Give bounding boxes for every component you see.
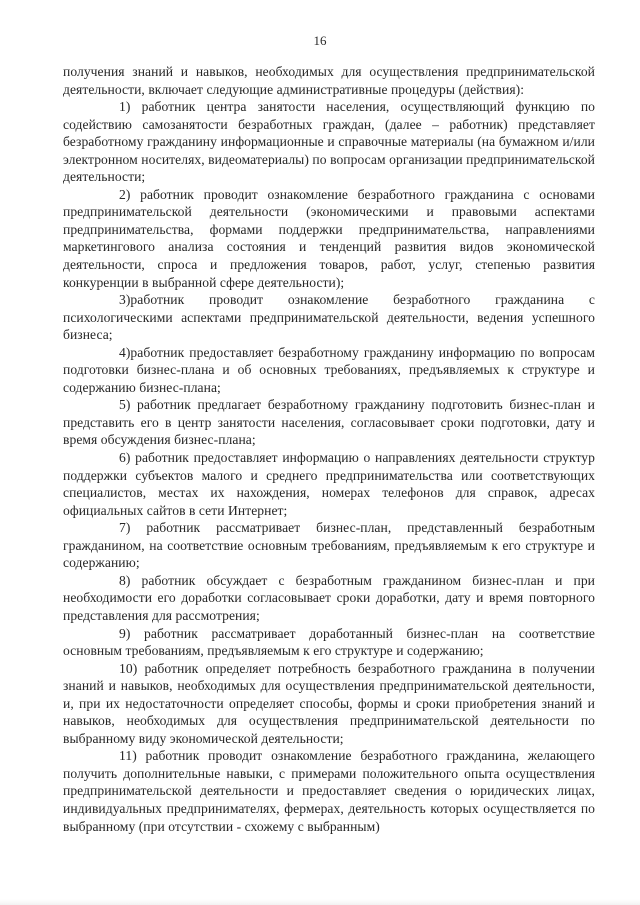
paragraph-item-7: 7) работник рассматривает бизнес-план, представленный безработным гражданином, на соответствие основным требованиям, предъявляемым к его структуре и содержанию;: [63, 520, 595, 571]
paragraph-item-1: 1) работник центра занятости населения, осуществляющий функцию по содействию самозанятости безработных граждан, (далее – работник) представляет безработному гражданину информационные и справочные материалы (на бумажном и/или электронном носителях, видеоматериалы) по вопросам организации предпринимательской деятельности;: [63, 99, 595, 185]
paragraph-item-9: 9) работник рассматривает доработанный бизнес-план на соответствие основным требованиям, предъявляемым к его структуре и содержанию;: [63, 625, 595, 659]
page-number: 16: [313, 33, 327, 48]
paragraph-item-10: 10) работник определяет потребность безработного гражданина в получении знаний и навыков, необходимых для осуществления предпринимательской деятельности, и, при их недостаточности определяет способы, формы и сроки приобретения знаний и навыков, необходимых для осуществления предпринимательской деятельности по выбранному виду экономической деятельности;: [63, 660, 595, 746]
paragraph-item-5: 5) работник предлагает безработному гражданину подготовить бизнес-план и представить его в центр занятости населения, согласовывает сроки подготовки, дату и время обсуждения бизнес-плана;: [63, 397, 595, 448]
paragraph-intro: получения знаний и навыков, необходимых для осуществления предпринимательской деятельности, включает следующие административные процедуры (действия):: [63, 64, 595, 97]
paragraph-item-11: 11) работник проводит ознакомление безработного гражданина, желающего получить дополнительные навыки, с примерами положительного опыта осуществления предпринимательской деятельности и предоставляет сведения о юридических лицах, индивидуальных предпринимателях, фермерах, деятельность которых осуществляется по выбранному (при отсутствии - схожему с выбранным): [63, 748, 595, 834]
paragraph-item-4: 4)работник предоставляет безработному гражданину информацию по вопросам подготовки бизнес-плана и об основных требованиях, предъявляемых к структуре и содержанию бизнес-плана;: [63, 344, 595, 395]
paragraph-item-6: 6) работник предоставляет информацию о направлениях деятельности структур поддержки субъектов малого и среднего предпринимательства или соответствующих специалистов, местах их нахождения, номерах телефонов для справок, адресах официальных сайтов в сети Интернет;: [63, 450, 595, 518]
paragraph-item-2: 2) работник проводит ознакомление безработного гражданина с основами предпринимательской деятельности (экономическими и правовыми аспектами предпринимательства, формами поддержки предпринимательства, направлениями маркетингового анализа состояния и тенденций развития видов экономической деятельности, спроса и предложения товаров, работ, услуг, степенью развития конкуренции в выбранной сфере деятельности);: [63, 186, 595, 290]
document-body: [63, 63, 595, 835]
scan-bottom-edge: [0, 899, 640, 905]
paragraph-item-8: 8) работник обсуждает с безработным гражданином бизнес-план и при необходимости его доработки согласовывает сроки доработки, дату и время повторного представления для рассмотрения;: [63, 572, 595, 623]
paragraph-item-3: 3)работник проводит ознакомление безработного гражданина с психологическими аспектами предпринимательской деятельности, ведения успешного бизнеса;: [63, 292, 595, 343]
